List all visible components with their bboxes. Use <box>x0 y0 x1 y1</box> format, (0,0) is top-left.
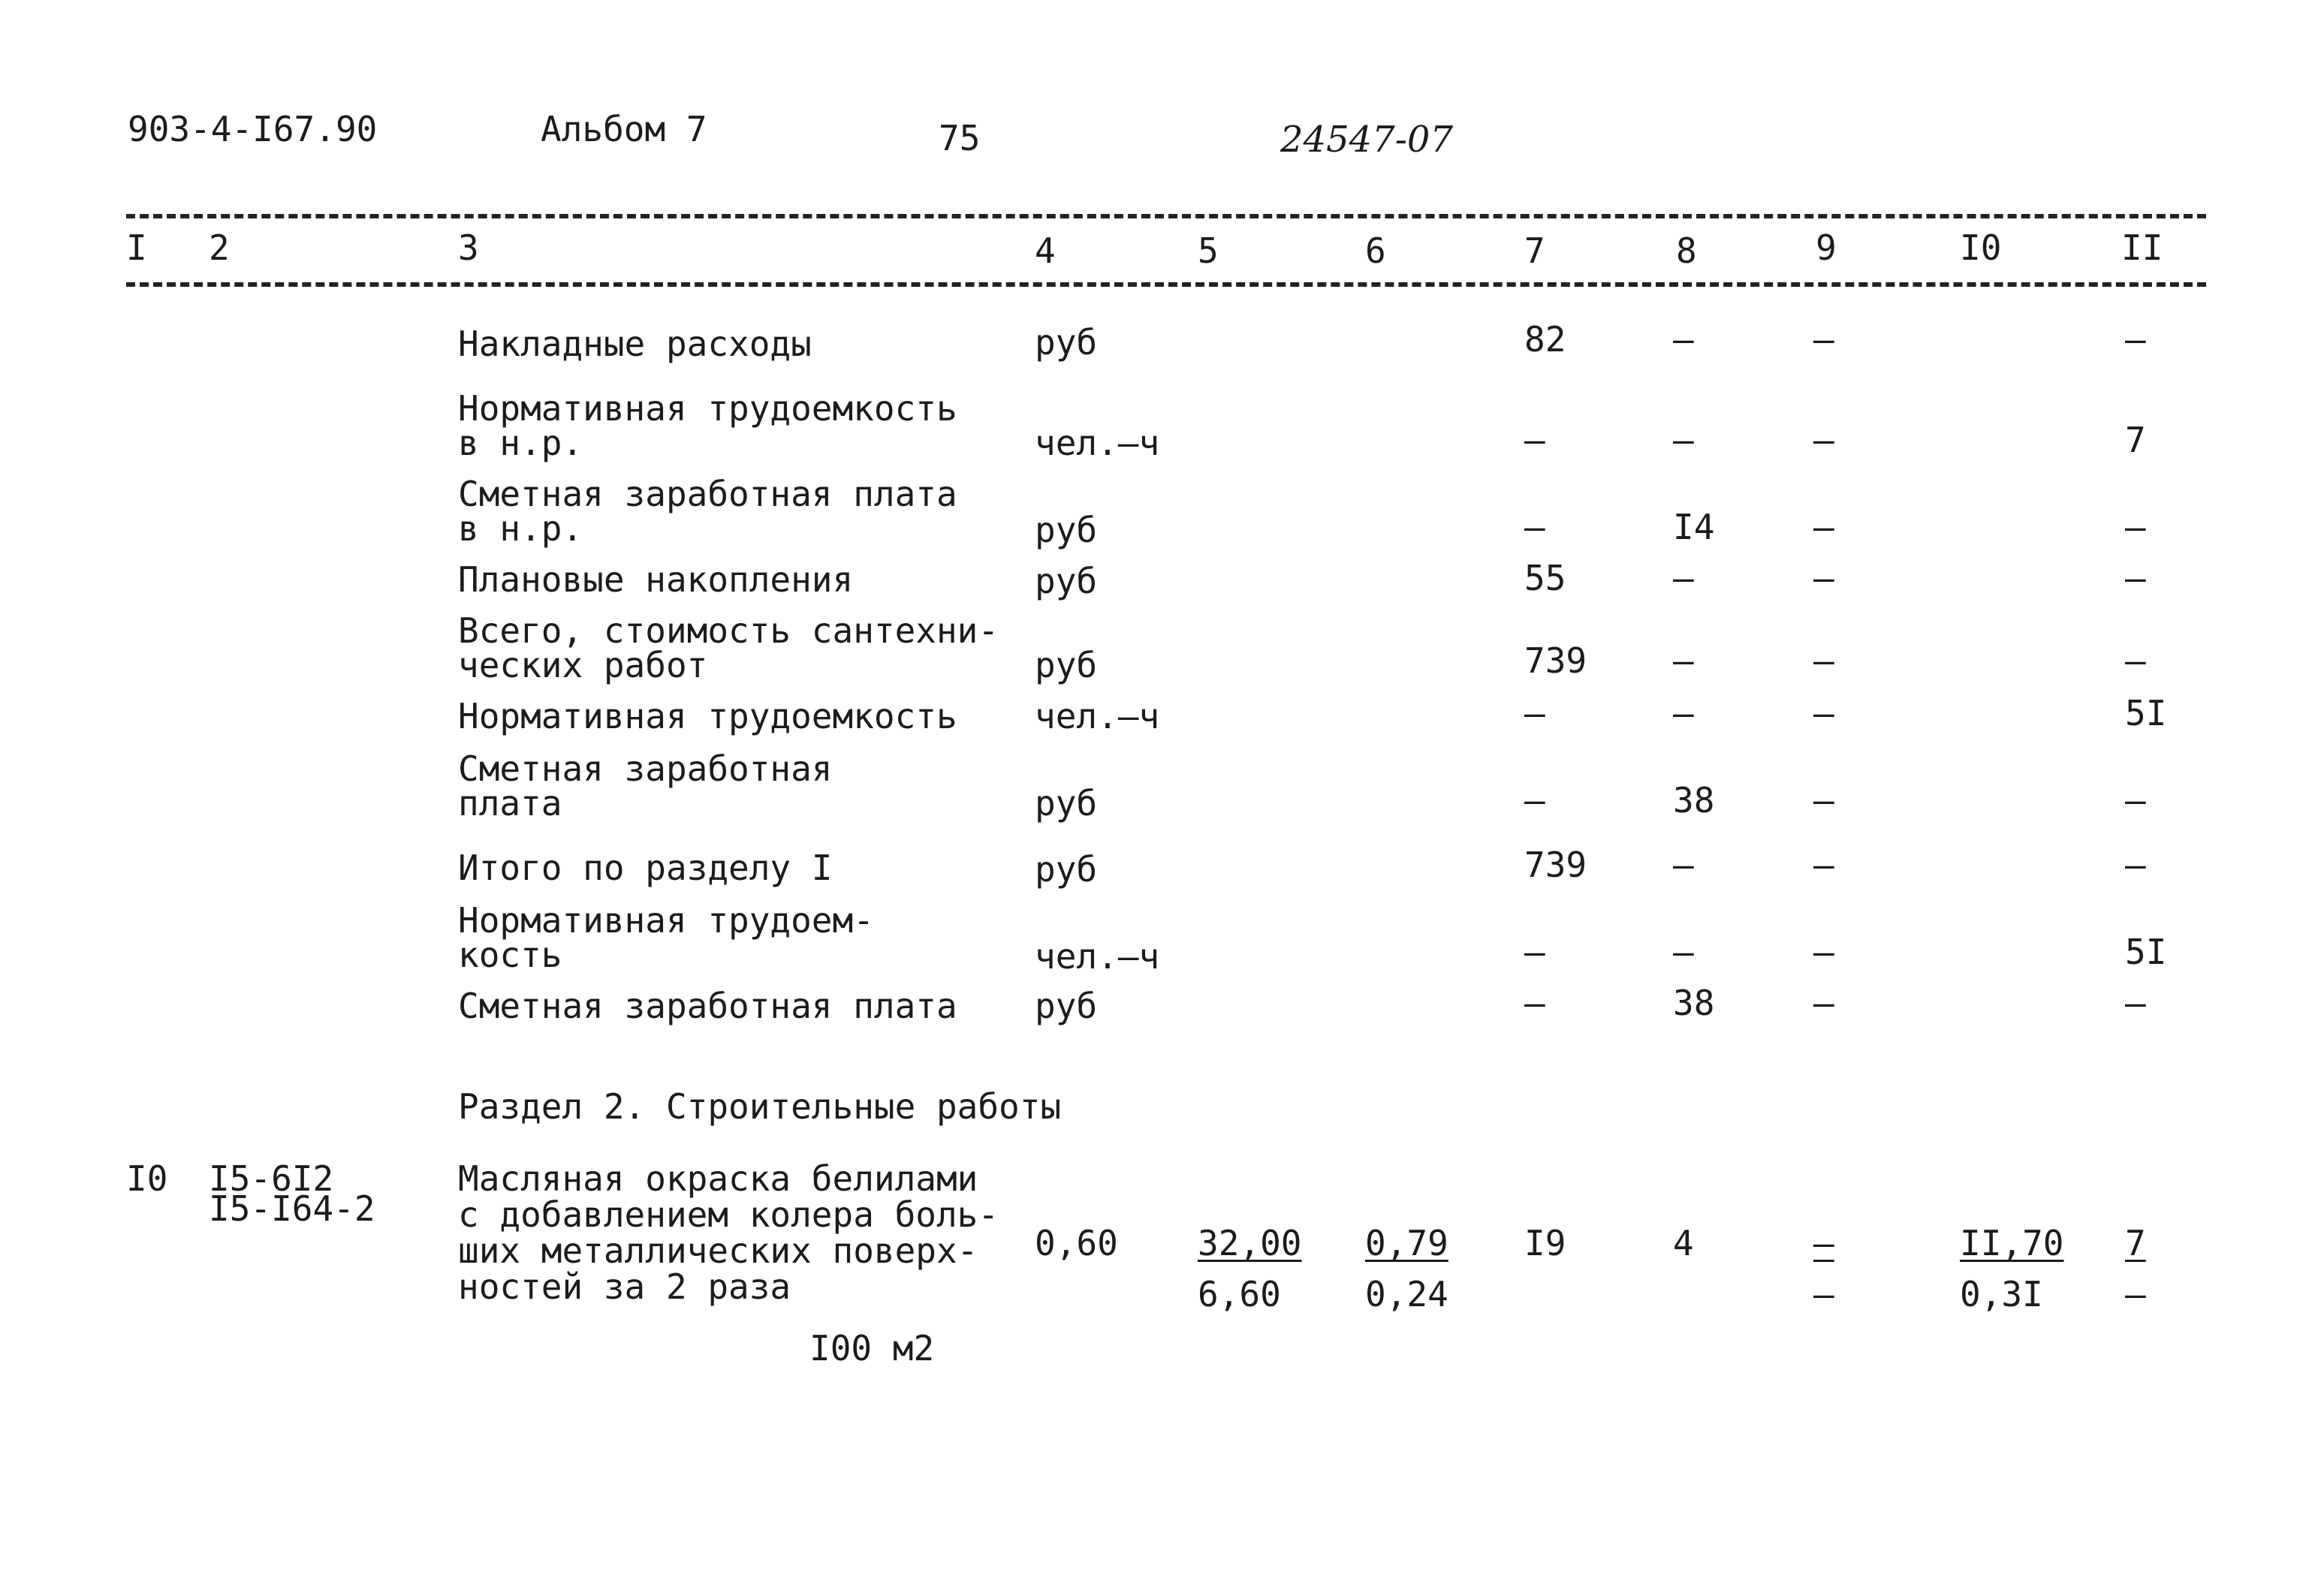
row-col8: – <box>1673 640 1694 681</box>
row-col9: – <box>1813 693 1834 733</box>
row-col7: – <box>1524 420 1545 460</box>
row-col11: – <box>2125 640 2146 681</box>
row-col9: – <box>1813 319 1834 360</box>
row-col8: – <box>1673 319 1694 360</box>
row-col7: – <box>1524 780 1545 821</box>
row-name: кость <box>458 935 562 975</box>
row-col9: – <box>1813 640 1834 681</box>
item-col8: 4 <box>1673 1223 1694 1263</box>
column-header: I <box>126 227 147 268</box>
item-name: Масляная окраска белилами <box>458 1158 978 1199</box>
item-col9-top: – <box>1813 1223 1834 1263</box>
item-col11-bottom: – <box>2125 1274 2146 1314</box>
column-header: 5 <box>1198 230 1219 271</box>
row-col11: – <box>2125 845 2146 885</box>
row-col8: 38 <box>1673 983 1715 1023</box>
row-name: в н.р. <box>458 423 583 463</box>
item-col5-bottom: 6,60 <box>1198 1274 1281 1314</box>
item-col9-bottom: – <box>1813 1274 1834 1314</box>
header-top-rule <box>126 214 2206 218</box>
section-title: Раздел 2. Строительные работы <box>458 1086 1062 1127</box>
item-code: I5-6I2 <box>209 1158 334 1199</box>
handwritten-reference: 24547-07 <box>1280 119 1453 161</box>
row-name: ческих работ <box>458 645 708 685</box>
row-col9: – <box>1813 780 1834 821</box>
row-name: Плановые накопления <box>458 559 854 600</box>
item-number: I0 <box>126 1158 168 1199</box>
item-col7: I9 <box>1524 1223 1566 1263</box>
row-col9: – <box>1813 983 1834 1023</box>
row-unit: чел.–ч <box>1035 936 1160 977</box>
column-header: 3 <box>458 227 479 268</box>
row-unit: чел.–ч <box>1035 696 1160 736</box>
row-col9: – <box>1813 558 1834 598</box>
item-code: I5-I64-2 <box>209 1188 375 1229</box>
row-col11: – <box>2125 319 2146 360</box>
row-name: Итого по разделу I <box>458 848 833 888</box>
row-unit: руб <box>1035 783 1098 824</box>
row-col8: – <box>1673 932 1694 972</box>
row-name: Нормативная трудоемкость <box>458 696 957 736</box>
row-name: Накладные расходы <box>458 324 812 364</box>
row-col8: I4 <box>1673 507 1715 547</box>
header-bottom-rule <box>126 282 2206 287</box>
row-col7: 739 <box>1524 640 1587 681</box>
row-col7: – <box>1524 693 1545 733</box>
row-col9: – <box>1813 932 1834 972</box>
row-unit: руб <box>1035 561 1098 601</box>
item-name: ших металлических поверх- <box>458 1230 978 1271</box>
item-col11-top: 7 <box>2125 1223 2146 1263</box>
row-unit: руб <box>1035 510 1098 550</box>
row-col8: – <box>1673 693 1694 733</box>
row-unit: руб <box>1035 322 1098 363</box>
row-unit: руб <box>1035 986 1098 1026</box>
page-number: 75 <box>939 118 981 158</box>
row-col11: – <box>2125 983 2146 1023</box>
item-name: с добавлением колера боль- <box>458 1194 999 1235</box>
row-col11: – <box>2125 558 2146 598</box>
row-name: в н.р. <box>458 508 583 549</box>
row-col11: 7 <box>2125 420 2146 460</box>
row-col8: 38 <box>1673 780 1715 821</box>
row-name: Нормативная трудоемкость <box>458 388 957 429</box>
row-col7: 55 <box>1524 558 1566 598</box>
item-col6-top: 0,79 <box>1365 1223 1448 1263</box>
row-col11: – <box>2125 507 2146 547</box>
row-unit: руб <box>1035 645 1098 685</box>
row-col9: – <box>1813 507 1834 547</box>
row-col7: – <box>1524 932 1545 972</box>
row-name: Нормативная трудоем- <box>458 900 874 941</box>
item-unit: I00 м2 <box>809 1328 935 1369</box>
row-col8: – <box>1673 420 1694 460</box>
row-col11: – <box>2125 780 2146 821</box>
column-header: 7 <box>1524 230 1545 271</box>
item-name: ностей за 2 раза <box>458 1266 791 1307</box>
item-col10-top: II,70 <box>1960 1223 2064 1263</box>
column-header: 4 <box>1035 230 1056 271</box>
row-name: Сметная заработная плата <box>458 986 957 1026</box>
column-header: 8 <box>1676 230 1697 271</box>
column-header: II <box>2121 227 2163 268</box>
column-header: 2 <box>209 227 230 268</box>
column-header: 6 <box>1365 230 1386 271</box>
row-col9: – <box>1813 845 1834 885</box>
row-name: Сметная заработная <box>458 748 833 789</box>
row-col11: 5I <box>2125 693 2167 733</box>
album-label: Альбом 7 <box>541 109 707 149</box>
row-col8: – <box>1673 558 1694 598</box>
row-name: Всего, стоимость сантехни- <box>458 610 999 651</box>
item-quantity: 0,60 <box>1035 1223 1118 1263</box>
item-col10-bottom: 0,3I <box>1960 1274 2043 1314</box>
doc-code: 903-4-I67.90 <box>128 109 378 149</box>
column-header: 9 <box>1816 227 1837 268</box>
row-col9: – <box>1813 420 1834 460</box>
row-name: плата <box>458 783 562 824</box>
row-col7: 739 <box>1524 845 1587 885</box>
item-col6-bottom: 0,24 <box>1365 1274 1448 1314</box>
row-unit: чел.–ч <box>1035 423 1160 463</box>
row-col7: – <box>1524 983 1545 1023</box>
row-col7: – <box>1524 507 1545 547</box>
column-header: I0 <box>1960 227 2002 268</box>
row-col11: 5I <box>2125 932 2167 972</box>
row-unit: руб <box>1035 849 1098 890</box>
item-col5-top: 32,00 <box>1198 1223 1302 1263</box>
row-name: Сметная заработная плата <box>458 474 957 514</box>
row-col7: 82 <box>1524 319 1566 360</box>
row-col8: – <box>1673 845 1694 885</box>
